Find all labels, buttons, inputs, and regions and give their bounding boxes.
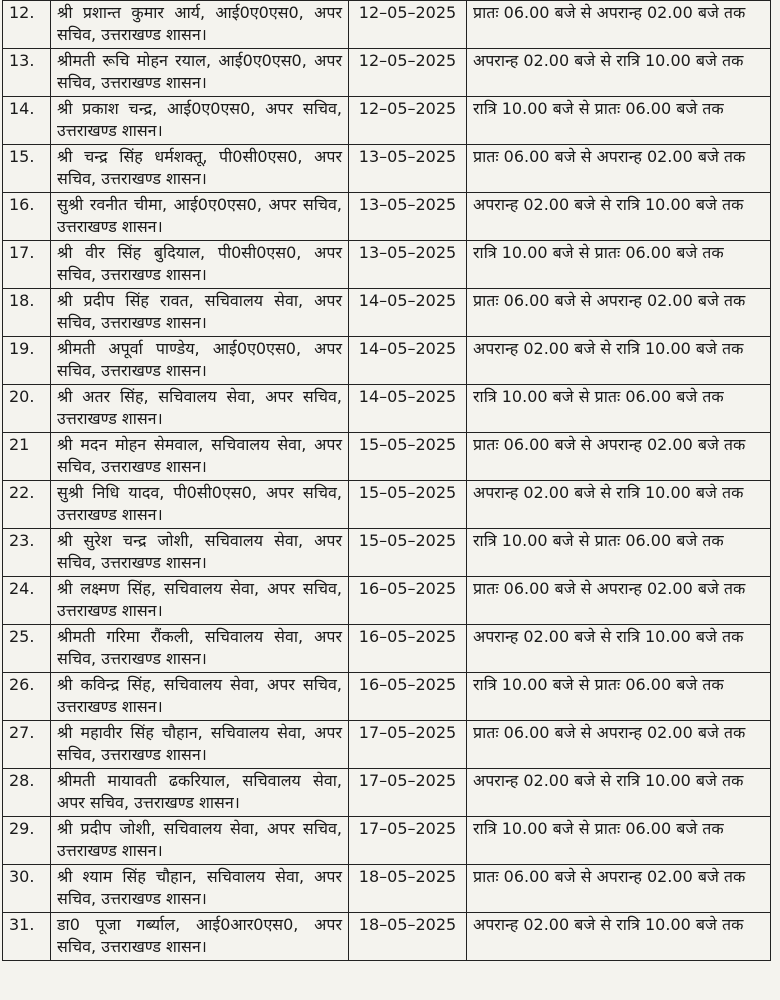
serial-number-cell: 24. [3,577,51,625]
duty-date-cell: 13–05–2025 [349,193,467,241]
officer-name-cell: श्री प्रकाश चन्द्र, आई0ए0एस0, अपर सचिव, उत्तराखण्ड शासन। [51,97,349,145]
duty-time-cell: प्रातः 06.00 बजे से अपरान्ह 02.00 बजे तक [467,721,771,769]
officer-name-cell: श्रीमती अपूर्वा पाण्डेय, आई0ए0एस0, अपर सचिव, उत्तराखण्ड शासन। [51,337,349,385]
duty-time-cell: रात्रि 10.00 बजे से प्रातः 06.00 बजे तक [467,385,771,433]
duty-date-cell: 15–05–2025 [349,433,467,481]
serial-number-cell: 20. [3,385,51,433]
table-row [3,913,771,961]
serial-number-cell: 14. [3,97,51,145]
duty-date-cell: 15–05–2025 [349,481,467,529]
table-row [3,865,771,913]
officer-name-cell: श्री सुरेश चन्द्र जोशी, सचिवालय सेवा, अपर सचिव, उत्तराखण्ड शासन। [51,529,349,577]
serial-number-cell: 30. [3,865,51,913]
officer-name-cell: श्रीमती रूचि मोहन रयाल, आई0ए0एस0, अपर सचिव, उत्तराखण्ड शासन। [51,49,349,97]
duty-date-cell: 14–05–2025 [349,385,467,433]
table-row [3,433,771,481]
duty-date-cell: 14–05–2025 [349,337,467,385]
serial-number-cell: 27. [3,721,51,769]
duty-time-cell: अपरान्ह 02.00 बजे से रात्रि 10.00 बजे तक [467,625,771,673]
serial-number-cell: 13. [3,49,51,97]
duty-date-cell: 14–05–2025 [349,289,467,337]
serial-number-cell: 21 [3,433,51,481]
duty-date-cell: 12–05–2025 [349,49,467,97]
table-row [3,97,771,145]
duty-time-cell: रात्रि 10.00 बजे से प्रातः 06.00 बजे तक [467,241,771,289]
duty-date-cell: 15–05–2025 [349,529,467,577]
duty-time-cell: रात्रि 10.00 बजे से प्रातः 06.00 बजे तक [467,673,771,721]
officer-name-cell: श्री चन्द्र सिंह धर्मशक्तू, पी0सी0एस0, अपर सचिव, उत्तराखण्ड शासन। [51,145,349,193]
officer-name-cell: श्री लक्ष्मण सिंह, सचिवालय सेवा, अपर सचिव, उत्तराखण्ड शासन। [51,577,349,625]
officer-name-cell: श्री कविन्द्र सिंह, सचिवालय सेवा, अपर सचिव, उत्तराखण्ड शासन। [51,673,349,721]
table-row [3,673,771,721]
serial-number-cell: 23. [3,529,51,577]
duty-time-cell: अपरान्ह 02.00 बजे से रात्रि 10.00 बजे तक [467,193,771,241]
duty-date-cell: 16–05–2025 [349,577,467,625]
duty-time-cell: प्रातः 06.00 बजे से अपरान्ह 02.00 बजे तक [467,577,771,625]
serial-number-cell: 29. [3,817,51,865]
table-row [3,145,771,193]
table-row [3,1,771,49]
table-row [3,193,771,241]
serial-number-cell: 12. [3,1,51,49]
duty-time-cell: रात्रि 10.00 बजे से प्रातः 06.00 बजे तक [467,97,771,145]
duty-time-cell: अपरान्ह 02.00 बजे से रात्रि 10.00 बजे तक [467,481,771,529]
table-row [3,769,771,817]
duty-date-cell: 17–05–2025 [349,721,467,769]
table-row [3,625,771,673]
serial-number-cell: 17. [3,241,51,289]
duty-time-cell: रात्रि 10.00 बजे से प्रातः 06.00 बजे तक [467,817,771,865]
officer-name-cell: श्री प्रदीप जोशी, सचिवालय सेवा, अपर सचिव, उत्तराखण्ड शासन। [51,817,349,865]
duty-time-cell: अपरान्ह 02.00 बजे से रात्रि 10.00 बजे तक [467,49,771,97]
table-row [3,385,771,433]
duty-date-cell: 17–05–2025 [349,817,467,865]
officer-name-cell: सुश्री रवनीत चीमा, आई0ए0एस0, अपर सचिव, उत्तराखण्ड शासन। [51,193,349,241]
duty-date-cell: 12–05–2025 [349,1,467,49]
serial-number-cell: 25. [3,625,51,673]
duty-time-cell: अपरान्ह 02.00 बजे से रात्रि 10.00 बजे तक [467,769,771,817]
duty-date-cell: 18–05–2025 [349,913,467,961]
duty-time-cell: अपरान्ह 02.00 बजे से रात्रि 10.00 बजे तक [467,337,771,385]
serial-number-cell: 31. [3,913,51,961]
serial-number-cell: 16. [3,193,51,241]
officer-name-cell: श्री प्रदीप सिंह रावत, सचिवालय सेवा, अपर सचिव, उत्तराखण्ड शासन। [51,289,349,337]
officer-name-cell: सुश्री निधि यादव, पी0सी0एस0, अपर सचिव, उत्तराखण्ड शासन। [51,481,349,529]
duty-time-cell: रात्रि 10.00 बजे से प्रातः 06.00 बजे तक [467,529,771,577]
officer-name-cell: श्री श्याम सिंह चौहान, सचिवालय सेवा, अपर सचिव, उत्तराखण्ड शासन। [51,865,349,913]
table-row [3,817,771,865]
officer-name-cell: डा0 पूजा गर्ब्याल, आई0आर0एस0, अपर सचिव, उत्तराखण्ड शासन। [51,913,349,961]
serial-number-cell: 19. [3,337,51,385]
officer-name-cell: श्री मदन मोहन सेमवाल, सचिवालय सेवा, अपर सचिव, उत्तराखण्ड शासन। [51,433,349,481]
duty-date-cell: 13–05–2025 [349,145,467,193]
officer-name-cell: श्रीमती गरिमा रौंकली, सचिवालय सेवा, अपर सचिव, उत्तराखण्ड शासन। [51,625,349,673]
roster-body [3,1,771,961]
table-row [3,289,771,337]
duty-time-cell: अपरान्ह 02.00 बजे से रात्रि 10.00 बजे तक [467,913,771,961]
table-row [3,577,771,625]
duty-date-cell: 16–05–2025 [349,625,467,673]
duty-time-cell: प्रातः 06.00 बजे से अपरान्ह 02.00 बजे तक [467,433,771,481]
table-row [3,337,771,385]
officer-name-cell: श्री वीर सिंह बुदियाल, पी0सी0एस0, अपर सचिव, उत्तराखण्ड शासन। [51,241,349,289]
table-row [3,529,771,577]
duty-date-cell: 18–05–2025 [349,865,467,913]
duty-time-cell: प्रातः 06.00 बजे से अपरान्ह 02.00 बजे तक [467,865,771,913]
duty-roster-table [2,0,771,961]
duty-date-cell: 17–05–2025 [349,769,467,817]
serial-number-cell: 28. [3,769,51,817]
serial-number-cell: 26. [3,673,51,721]
officer-name-cell: श्री अतर सिंह, सचिवालय सेवा, अपर सचिव, उत्तराखण्ड शासन। [51,385,349,433]
serial-number-cell: 15. [3,145,51,193]
duty-date-cell: 12–05–2025 [349,97,467,145]
officer-name-cell: श्री प्रशान्त कुमार आर्य, आई0ए0एस0, अपर सचिव, उत्तराखण्ड शासन। [51,1,349,49]
table-row [3,241,771,289]
duty-time-cell: प्रातः 06.00 बजे से अपरान्ह 02.00 बजे तक [467,145,771,193]
serial-number-cell: 22. [3,481,51,529]
serial-number-cell: 18. [3,289,51,337]
duty-time-cell: प्रातः 06.00 बजे से अपरान्ह 02.00 बजे तक [467,289,771,337]
officer-name-cell: श्री महावीर सिंह चौहान, सचिवालय सेवा, अपर सचिव, उत्तराखण्ड शासन। [51,721,349,769]
table-row [3,481,771,529]
table-row [3,721,771,769]
duty-date-cell: 16–05–2025 [349,673,467,721]
officer-name-cell: श्रीमती मायावती ढकरियाल, सचिवालय सेवा, अपर सचिव, उत्तराखण्ड शासन। [51,769,349,817]
duty-time-cell: प्रातः 06.00 बजे से अपरान्ह 02.00 बजे तक [467,1,771,49]
table-row [3,49,771,97]
duty-date-cell: 13–05–2025 [349,241,467,289]
